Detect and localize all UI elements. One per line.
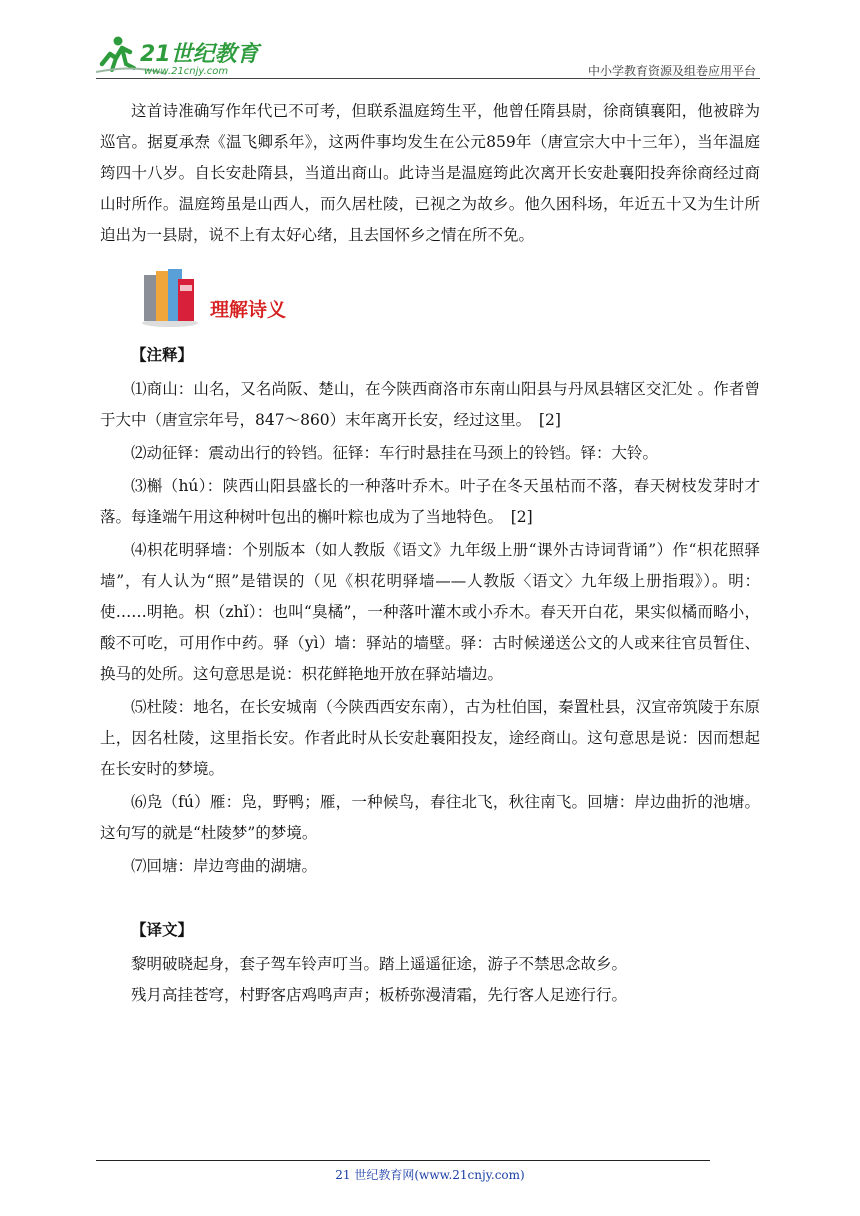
logo-text: 21世纪教育 — [140, 42, 259, 67]
note-item: ⑺回塘：岸边弯曲的湖塘。 — [131, 857, 318, 875]
runner-logo-icon — [96, 34, 286, 78]
notes-list — [100, 374, 760, 882]
note-item: ⑷枳花明驿墙：个别版本（如人教版《语文》九年级上册“课外古诗词背诵”）作“枳花照驿墙”，有人认为“照”是错误的（见《枳花明驿墙——人教版〈语文〉九年级上册指瑕》）。明：使……明艳。枳（zhǐ）：也叫“臭橘”，一种落叶灌木或小乔木。春天开白花，果实似橘而略小，酸不可吃，可用作中药。驿（yì）墙：驿站的墙壁。驿：古时候递送公文的人或来往官员暂住、换马的处所。这句意思是说：枳花鲜艳地开放在驿站墙边。 — [100, 541, 760, 683]
page-header — [96, 34, 764, 82]
notes-heading: 【注释】 — [131, 345, 194, 364]
footer-divider — [96, 1160, 710, 1161]
note-item: ⑶槲（hú）：陕西山阳县盛长的一种落叶乔木。叶子在冬天虽枯而不落，春天树枝发芽时才落。每逢端午用这种树叶包出的槲叶粽也成为了当地特色。 [2] — [100, 477, 760, 526]
note-item: ⑸杜陵：地名，在长安城南（今陕西西安东南），古为杜伯国，秦置杜县，汉宣帝筑陵于东原上，因名杜陵，这里指长安。作者此时从长安赴襄阳投友，途经商山。这句意思是说：因而想起在长安时的梦境。 — [100, 698, 760, 778]
section-title: 理解诗义 — [210, 299, 287, 321]
footer-link[interactable]: 21 世纪教育网(www.21cnjy.com) — [335, 1168, 525, 1182]
section-header — [100, 265, 760, 335]
books-icon — [138, 265, 200, 329]
logo-url: www.21cnjy.com — [144, 66, 229, 77]
header-divider — [96, 78, 760, 79]
document-body — [100, 96, 760, 1011]
note-item: ⑹凫（fú）雁：凫，野鸭；雁，一种候鸟，春往北飞，秋往南飞。回塘：岸边曲折的池塘。这句写的就是“杜陵梦”的梦境。 — [100, 793, 760, 842]
site-logo[interactable] — [96, 34, 286, 78]
platform-name: 中小学教育资源及组卷应用平台 — [587, 64, 756, 78]
translation-line: 残月高挂苍穹，村野客店鸡鸣声声；板桥弥漫清霜，先行客人足迹行行。 — [131, 986, 628, 1004]
note-item: ⑴商山：山名，又名尚阪、楚山，在今陕西商洛市东南山阳县与丹凤县辖区交汇处 。作者曾于大中（唐宣宗年号，847～860）末年离开长安，经过这里。 [2] — [100, 380, 760, 429]
note-item: ⑵动征铎：震动出行的铃铛。征铎：车行时悬挂在马颈上的铃铛。铎：大铃。 — [131, 444, 659, 462]
translation-line: 黎明破晓起身，套子驾车铃声叮当。踏上遥遥征途，游子不禁思念故乡。 — [131, 955, 628, 973]
translation-heading: 【译文】 — [131, 920, 194, 939]
intro-paragraph: 这首诗准确写作年代已不可考，但联系温庭筠生平，他曾任隋县尉，徐商镇襄阳，他被辟为巡官。据夏承焘《温飞卿系年》，这两件事均发生在公元859年（唐宣宗大中十三年），当年温庭筠四十八岁。自长安赴隋县，当道出商山。此诗当是温庭筠此次离开长安赴襄阳投奔徐商经过商山时所作。温庭筠虽是山西人，而久居杜陵，已视之为故乡。他久困科场，年近五十又为生计所迫出为一县尉，说不上有太好心绪，且去国怀乡之情在所不免。 — [100, 102, 760, 244]
